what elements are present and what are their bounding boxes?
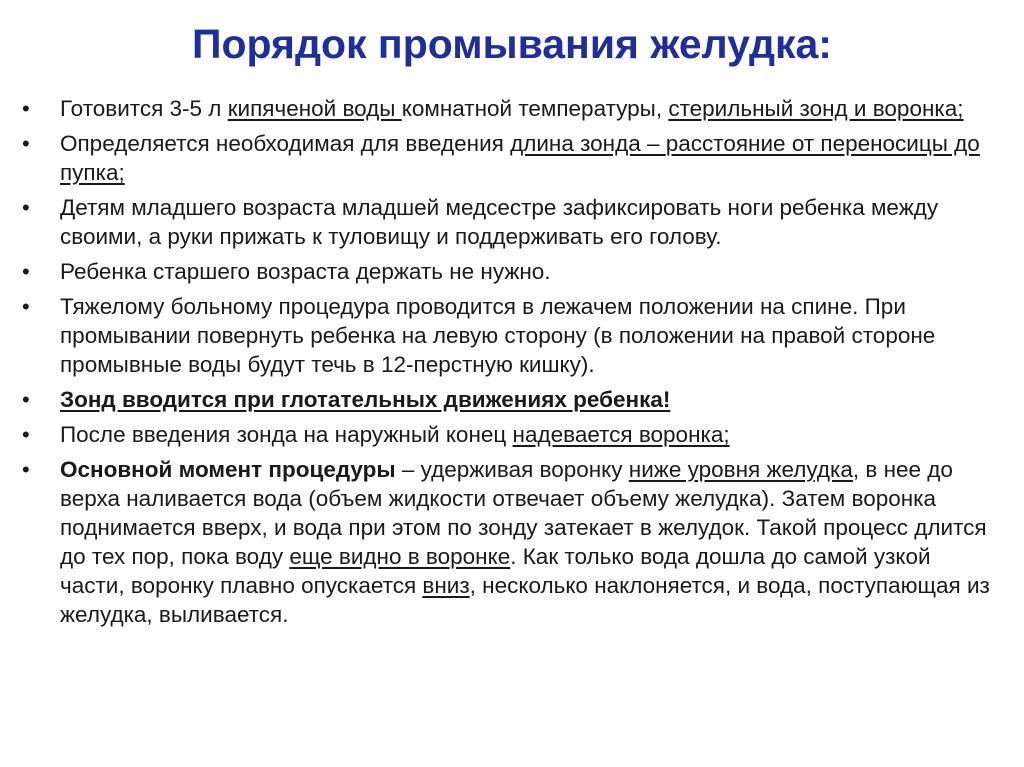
- bullet-dot-icon: •: [22, 457, 30, 482]
- text-segment: , в нее до верха наливается вода (объем жидкости отвечает объему желудка). Затем воронка поднимается вверх, и вода при этом по зонду затекает в желудок. Такой процесс длится до тех пор, пока воду: [60, 457, 987, 569]
- underlined-text: расстояние от переносицы до пупка;: [60, 131, 980, 185]
- underlined-text: вниз: [422, 573, 470, 598]
- underlined-text: надевается воронка;: [512, 422, 730, 447]
- list-item: [20, 94, 1000, 123]
- text-segment: Готовится 3-5 л: [60, 96, 228, 121]
- bullet-dot-icon: •: [22, 387, 30, 412]
- text-segment: . Как только вода дошла до самой узкой части, воронку плавно опускается: [60, 544, 931, 598]
- text-segment: комнатной температуры,: [401, 96, 669, 121]
- list-item: [20, 455, 1000, 629]
- bullet-dot-icon: •: [22, 259, 30, 284]
- bullet-dot-icon: •: [22, 131, 30, 156]
- list-item: [20, 420, 1000, 449]
- bullet-dot-icon: •: [22, 294, 30, 319]
- list-item: [20, 129, 1000, 187]
- underlined-text: еще видно в воронке: [289, 544, 511, 569]
- bullet-dot-icon: •: [22, 422, 30, 447]
- bold-underlined-text: Зонд вводится при глотательных движениях ребенка!: [60, 387, 671, 412]
- underlined-text: длина зонда –: [510, 131, 666, 156]
- list-item: [20, 193, 1000, 251]
- bullet-dot-icon: •: [22, 195, 30, 220]
- text-segment: Определяется необходимая для введения: [60, 131, 511, 156]
- page-title: Порядок промывания желудка:: [192, 21, 832, 67]
- text-segment: После введения зонда на наружный конец: [60, 422, 513, 447]
- text-segment: – удерживая воронку: [395, 457, 629, 482]
- underlined-text: стерильный зонд и воронка;: [668, 96, 964, 121]
- list-item: [20, 257, 1000, 286]
- list-item: [20, 385, 1000, 414]
- bold-text: Основной момент процедуры: [60, 457, 396, 482]
- text-segment: , несколько наклоняется, и вода, поступающая из желудка, выливается.: [60, 573, 990, 627]
- text-segment: Детям младшего возраста младшей медсестре зафиксировать ноги ребенка между своими, а руки прижать к туловищу и поддерживать его голову.: [60, 195, 939, 249]
- text-segment: Ребенка старшего возраста держать не нужно.: [60, 259, 551, 284]
- list-item: [20, 292, 1000, 379]
- bullet-list: [20, 94, 1000, 635]
- underlined-text: ниже уровня желудка: [628, 457, 853, 482]
- text-segment: Тяжелому больному процедура проводится в лежачем положении на спине. При промывании повернуть ребенка на левую сторону (в положении на правой стороне промывные воды будут течь в 12-перстную кишку).: [60, 294, 936, 377]
- underlined-text: кипяченой воды: [227, 96, 402, 121]
- bullet-dot-icon: •: [22, 96, 30, 121]
